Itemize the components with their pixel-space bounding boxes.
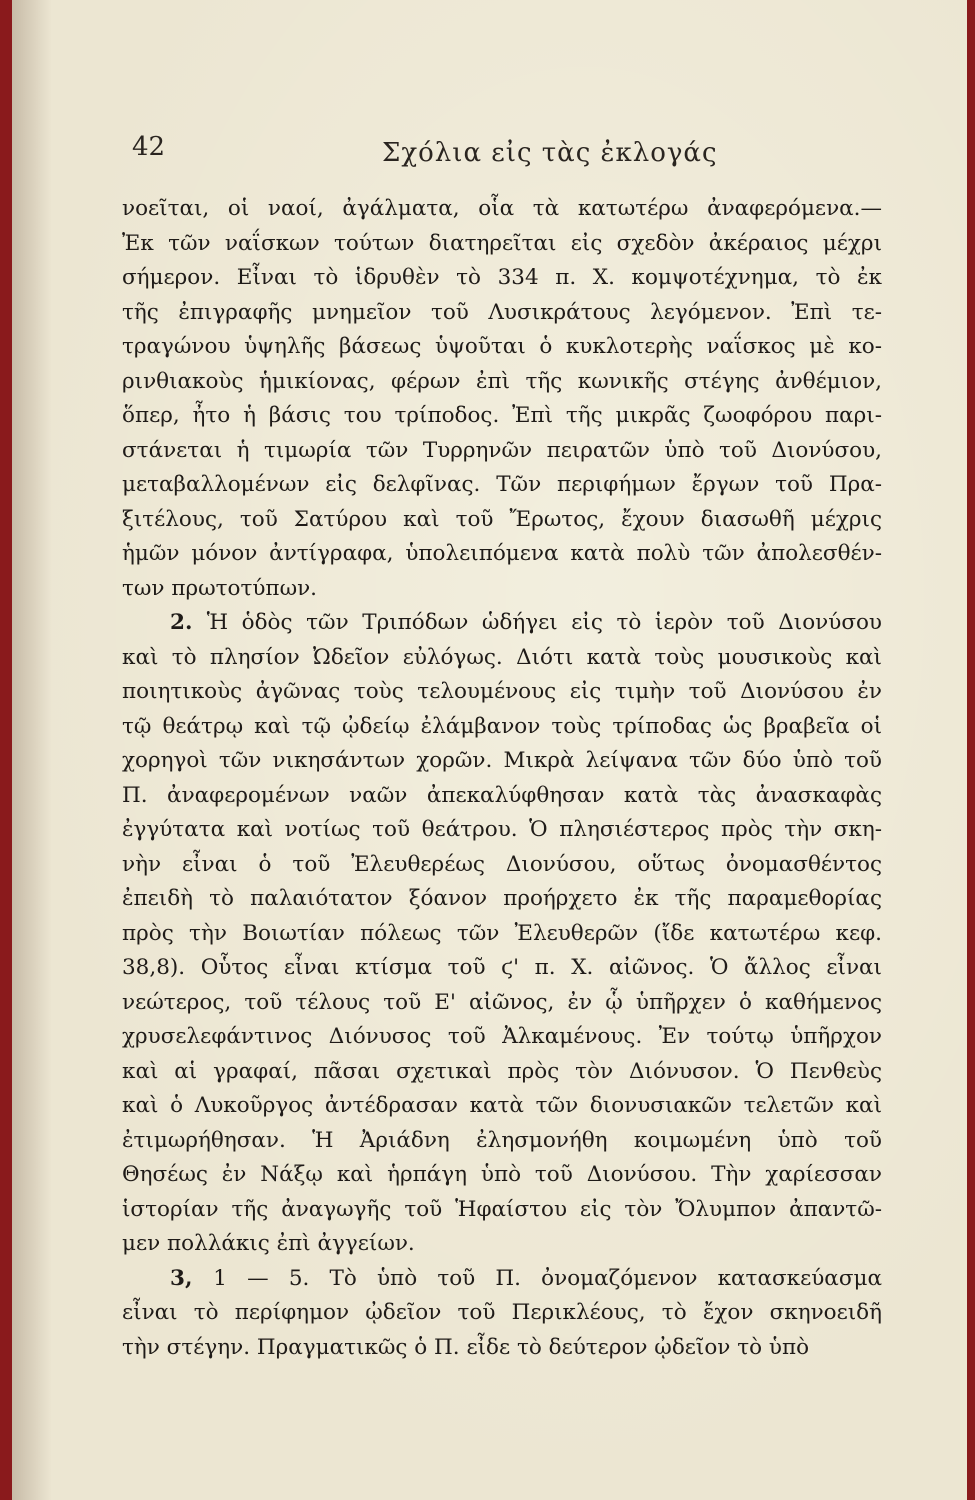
text-line (122, 917, 882, 952)
line-text: τῆς ἐπιγραφῆς μνημεῖον τοῦ Λυσικράτους λεγόμενον. Ἐπὶ τε- (122, 299, 882, 325)
text-line (122, 1193, 882, 1228)
text-line (122, 882, 882, 917)
page-gutter-shadow (12, 0, 52, 1500)
line-text: νὴν εἶναι ὁ τοῦ Ἐλευθερέως Διονύσου, οὕτως ὀνομασθέντος (122, 851, 882, 877)
text-line (122, 813, 882, 848)
line-text: νοεῖται, οἱ ναοί, ἀγάλματα, οἷα τὰ κατωτέρω ἀναφερόμενα.— (122, 196, 882, 221)
paragraph (122, 1262, 882, 1366)
text-line (122, 1331, 882, 1366)
line-text: των πρωτοτύπων. (122, 575, 318, 601)
running-title: Σχόλια εἰς τὰς ἐκλογάς (382, 138, 718, 168)
text-line (122, 710, 882, 745)
line-text: 38,8). Οὗτος εἶναι κτίσμα τοῦ ϛ' π. Χ. αἰῶνος. Ὁ ἄλλος εἶναι (122, 955, 882, 980)
line-text: μεταβαλλομένων εἰς δελφῖνας. Τῶν περιφήμων ἔργων τοῦ Πρα- (122, 472, 882, 497)
text-line (122, 951, 882, 986)
paragraph (122, 606, 882, 1262)
text-line (122, 1020, 882, 1055)
section-number: 3, (170, 1265, 214, 1291)
text-line (122, 572, 882, 607)
section-number: 2. (170, 610, 207, 635)
line-text: καὶ ὁ Λυκοῦργος ἀντέδρασαν κατὰ τῶν διονυσιακῶν τελετῶν καὶ (122, 1093, 882, 1118)
line-text: πρὸς τὴν Βοιωτίαν πόλεως τῶν Ἐλευθερῶν (ἴδε κατωτέρω κεφ. (122, 920, 882, 946)
line-text: εἶναι τὸ περίφημον ᾠδεῖον τοῦ Περικλέους, τὸ ἔχον σκηνοειδῆ (122, 1300, 882, 1325)
text-line (122, 365, 882, 400)
text-line (122, 1227, 882, 1262)
text-line (122, 261, 882, 296)
text-line (122, 675, 882, 710)
line-text: χρυσελεφάντινος Διόνυσος τοῦ Ἀλκαμένους. Ἐν τούτῳ ὑπῆρχον (122, 1024, 882, 1049)
text-line (122, 641, 882, 676)
line-text: καὶ τὸ πλησίον Ὠδεῖον εὐλόγως. Διότι κατὰ τοὺς μουσικοὺς καὶ (122, 644, 882, 670)
text-line (122, 330, 882, 365)
line-text: ἐγγύτατα καὶ νοτίως τοῦ θεάτρου. Ὁ πλησιέστερος πρὸς τὴν σκη- (122, 817, 882, 842)
line-text: σήμερον. Εἶναι τὸ ἱδρυθὲν τὸ 334 π. Χ. κομψοτέχνημα, τὸ ἐκ (122, 265, 882, 290)
text-line (122, 503, 882, 538)
text-line (122, 399, 882, 434)
text-line (122, 1262, 882, 1297)
line-text: Ἡ ὁδὸς τῶν Τριπόδων ὡδήγει εἰς τὸ ἱερὸν τοῦ Διονύσου (206, 610, 883, 635)
line-text: Ἐκ τῶν ναΐσκων τούτων διατηρεῖται εἰς σχεδὸν ἀκέραιος μέχρι (122, 230, 882, 256)
text-line (122, 434, 882, 469)
text-line (122, 296, 882, 331)
line-text: μεν πολλάκις ἐπὶ ἀγγείων. (122, 1231, 415, 1256)
line-text: χορηγοὶ τῶν νικησάντων χορῶν. Μικρὰ λείψανα τῶν δύο ὑπὸ τοῦ (122, 748, 882, 773)
line-text: στάνεται ἡ τιμωρία τῶν Τυρρηνῶν πειρατῶν ὑπὸ τοῦ Διονύσου, (122, 437, 882, 463)
text-line (122, 1158, 882, 1193)
line-text: 1 — 5. Τὸ ὑπὸ τοῦ Π. ὀνομαζόμενον κατασκεύασμα (213, 1265, 882, 1291)
line-text: ἐτιμωρήθησαν. Ἡ Ἀριάδνη ἐλησμονήθη κοιμωμένη ὑπὸ τοῦ (122, 1127, 882, 1153)
line-text: τῷ θεάτρῳ καὶ τῷ ᾠδείῳ ἐλάμβανον τοὺς τρίποδας ὡς βραβεῖα οἱ (122, 713, 882, 739)
text-line (122, 1055, 882, 1090)
text-line (122, 468, 882, 503)
text-line (122, 606, 882, 641)
line-text: ἱστορίαν τῆς ἀναγωγῆς τοῦ Ἡφαίστου εἰς τὸν Ὄλυμπον ἀπαντῶ- (122, 1196, 882, 1222)
line-text: τραγώνου ὑψηλῆς βάσεως ὑψοῦται ὁ κυκλοτερὴς ναΐσκος μὲ κο- (122, 334, 882, 359)
line-text: ἐπειδὴ τὸ παλαιότατον ξόανον προήρχετο ἐκ τῆς παραμεθορίας (122, 886, 882, 911)
book-page (12, 0, 967, 1500)
text-line (122, 986, 882, 1021)
paragraph (122, 192, 882, 606)
line-text: ἡμῶν μόνον ἀντίγραφα, ὑπολειπόμενα κατὰ πολὺ τῶν ἀπολεσθέν- (122, 541, 882, 566)
line-text: καὶ αἱ γραφαί, πᾶσαι σχετικαὶ πρὸς τὸν Διόνυσον. Ὁ Πενθεὺς (122, 1058, 882, 1084)
text-line (122, 779, 882, 814)
text-line (122, 1089, 882, 1124)
text-line (122, 1124, 882, 1159)
text-line (122, 1296, 882, 1331)
text-line (122, 537, 882, 572)
body-text (122, 192, 882, 1365)
text-line (122, 227, 882, 262)
line-text: νεώτερος, τοῦ τέλους τοῦ Ε' αἰῶνος, ἐν ᾧ ὑπῆρχεν ὁ καθήμενος (122, 989, 882, 1015)
line-text: ρινθιακοὺς ἡμικίονας, φέρων ἐπὶ τῆς κωνικῆς στέγης ἀνθέμιον, (122, 368, 882, 394)
line-text: ὅπερ, ἦτο ἡ βάσις του τρίποδος. Ἐπὶ τῆς μικρᾶς ζωοφόρου παρι- (122, 403, 882, 428)
page-number: 42 (132, 132, 166, 162)
line-text: τὴν στέγην. Πραγματικῶς ὁ Π. εἶδε τὸ δεύτερον ᾠδεῖον τὸ ὑπὸ (122, 1334, 810, 1360)
line-text: ξιτέλους, τοῦ Σατύρου καὶ τοῦ Ἔρωτος, ἔχουν διασωθῆ μέχρις (122, 506, 882, 532)
text-line (122, 744, 882, 779)
line-text: Θησέως ἐν Νάξῳ καὶ ἡρπάγη ὑπὸ τοῦ Διονύσου. Τὴν χαρίεσσαν (122, 1162, 882, 1187)
text-line (122, 192, 882, 227)
line-text: Π. ἀναφερομένων ναῶν ἀπεκαλύφθησαν κατὰ τὰς ἀνασκαφὰς (122, 782, 882, 808)
text-line (122, 848, 882, 883)
line-text: ποιητικοὺς ἀγῶνας τοὺς τελουμένους εἰς τιμὴν τοῦ Διονύσου ἐν (122, 679, 882, 704)
